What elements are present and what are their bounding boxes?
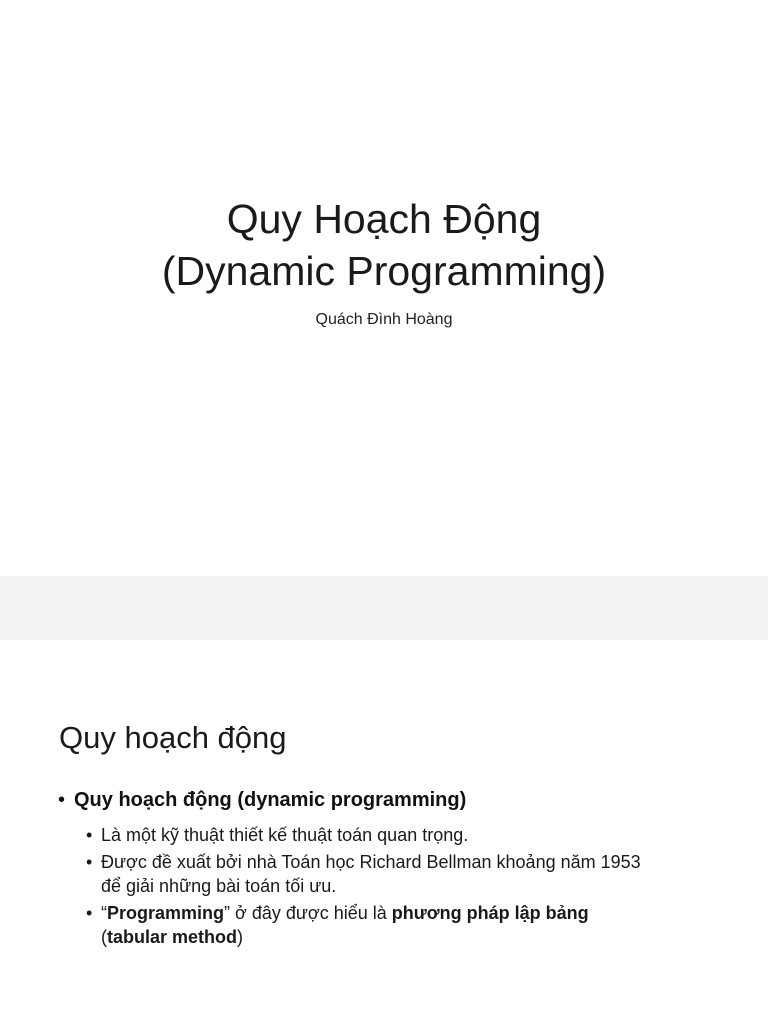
sub-bullet-origin bbox=[86, 850, 726, 898]
tabular-method-en: tabular method bbox=[107, 927, 238, 947]
title-line-vietnamese: Quy Hoạch Động bbox=[226, 196, 542, 242]
sub-bullet-definition-text: Là một kỹ thuật thiết kế thuật toán quan trọng. bbox=[101, 825, 469, 845]
paren-close: ) bbox=[237, 927, 244, 947]
title-line-english: (Dynamic Programming) bbox=[161, 248, 607, 294]
paren-open: ( bbox=[101, 927, 107, 947]
main-bullet-text: Quy hoạch động (dynamic programming) bbox=[74, 789, 467, 811]
sub-bullet-list bbox=[86, 823, 726, 952]
tabular-method-vi: phương pháp lập bảng bbox=[391, 903, 589, 923]
content-slide-title: Quy hoạch động bbox=[59, 720, 287, 755]
presentation-title bbox=[0, 193, 768, 297]
programming-explanation: ” ở đây được hiểu là bbox=[224, 903, 392, 923]
sub-bullet-origin-line-2: để giải những bài toán tối ưu. bbox=[101, 876, 337, 896]
programming-term: Programming bbox=[107, 903, 225, 923]
sub-bullet-definition bbox=[86, 823, 726, 847]
slide-divider bbox=[0, 576, 768, 640]
content-bullet-list bbox=[58, 786, 728, 817]
sub-bullet-origin-line-1: Được đề xuất bởi nhà Toán học Richard Bellman khoảng năm 1953 bbox=[101, 852, 641, 872]
open-quote: “ bbox=[101, 903, 107, 923]
author-name: Quách Đình Hoàng bbox=[315, 311, 453, 328]
main-bullet bbox=[58, 786, 728, 814]
sub-bullet-programming-meaning bbox=[86, 901, 726, 949]
